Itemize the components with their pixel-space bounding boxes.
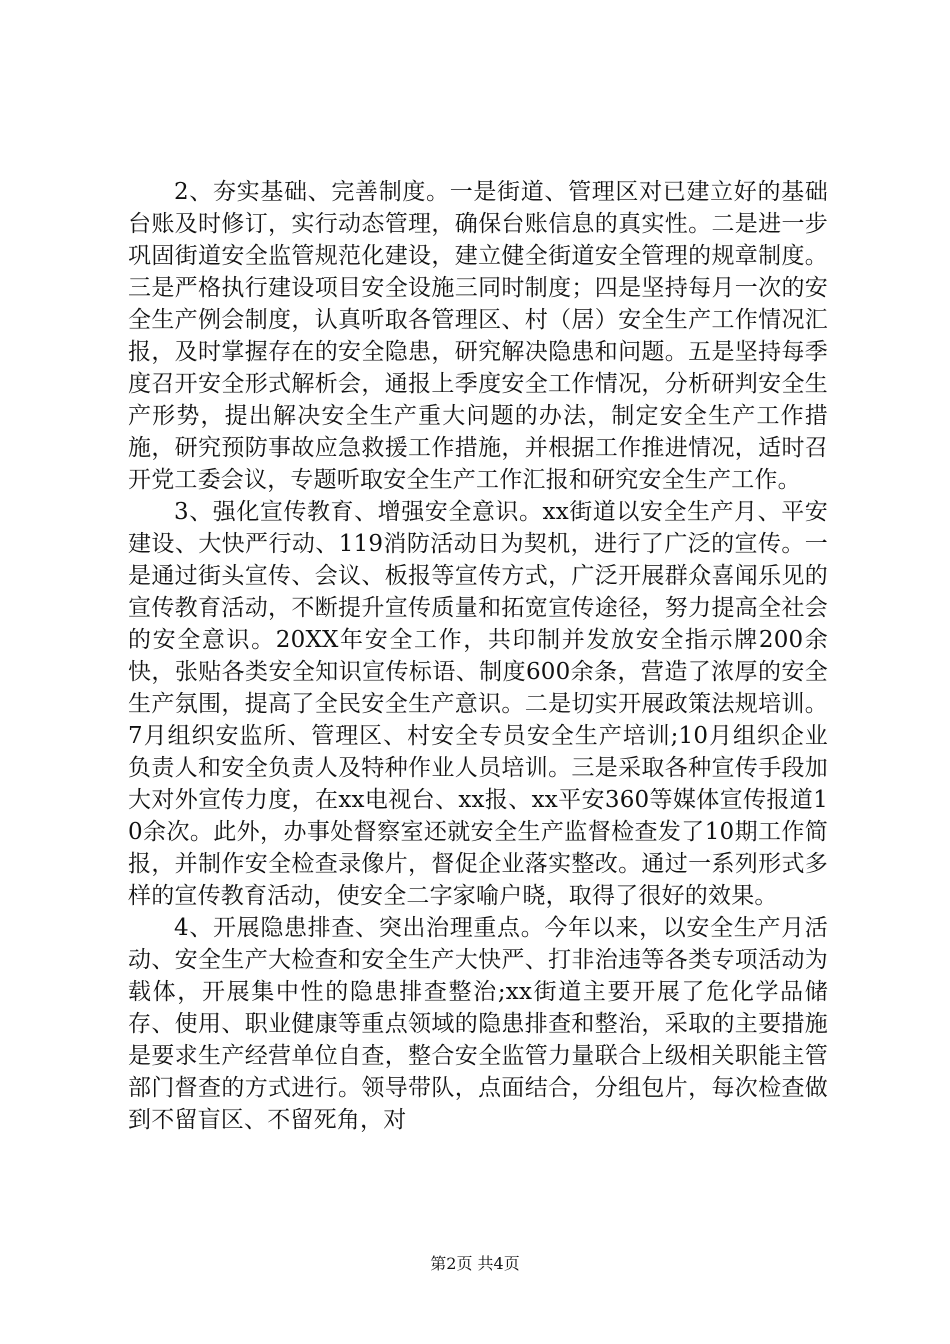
paragraph-hazard-inspection: 4、开展隐患排查、突出治理重点。今年以来，以安全生产月活动、安全生产大检查和安全生产大快严、打非治违等各类专项活动为载体，开展集中性的隐患排查整治;xx街道主要开展了危化学品储存、使用、职业健康等重点领域的隐患排查和整治，采取的主要措施是要求生产经营单位自查，整合安全监管力量联合上级相关职能主管部门督查的方式进行。领导带队，点面结合，分组包片，每次检查做到不留盲区、不留死角，对: [128, 915, 828, 1133]
page-footer: 第2页 共4页: [430, 1254, 520, 1273]
paragraph-publicity-education: 3、强化宣传教育、增强安全意识。xx街道以安全生产月、平安建设、大快严行动、119消防活动日为契机，进行了广泛的宣传。一是通过街头宣传、会议、板报等宣传方式，广泛开展群众喜闻乐见的宣传教育活动，不断提升宣传质量和拓宽宣传途径，努力提高全社会的安全意识。20XX年安全工作，共印制并发放安全指示牌200余快，张贴各类安全知识宣传标语、制度600余条，营造了浓厚的安全生产氛围，提高了全民安全生产意识。二是切实开展政策法规培训。7月组织安监所、管理区、村安全专员安全生产培训;10月组织企业负责人和安全负责人及特种作业人员培训。三是采取各种宣传手段加大对外宣传力度，在xx电视台、xx报、xx平安360等媒体宣传报道10余次。此外，办事处督察室还就安全生产监督检查发了10期工作简报，并制作安全检查录像片，督促企业落实整改。通过一系列形式多样的宣传教育活动，使安全二字家喻户晓，取得了很好的效果。: [128, 499, 828, 909]
paragraph-foundation-system: 2、夯实基础、完善制度。一是街道、管理区对已建立好的基础台账及时修订，实行动态管理，确保台账信息的真实性。二是进一步巩固街道安全监管规范化建设，建立健全街道安全管理的规章制度。三是严格执行建设项目安全设施三同时制度；四是坚持每月一次的安全生产例会制度，认真听取各管理区、村（居）安全生产工作情况汇报，及时掌握存在的安全隐患，研究解决隐患和问题。五是坚持每季度召开安全形式解析会，通报上季度安全工作情况，分析研判安全生产形势，提出解决安全生产重大问题的办法，制定安全生产工作措施，研究预防事故应急救援工作措施，并根据工作推进情况，适时召开党工委会议，专题听取安全生产工作汇报和研究安全生产工作。: [128, 179, 828, 493]
document-body: [128, 176, 828, 1136]
